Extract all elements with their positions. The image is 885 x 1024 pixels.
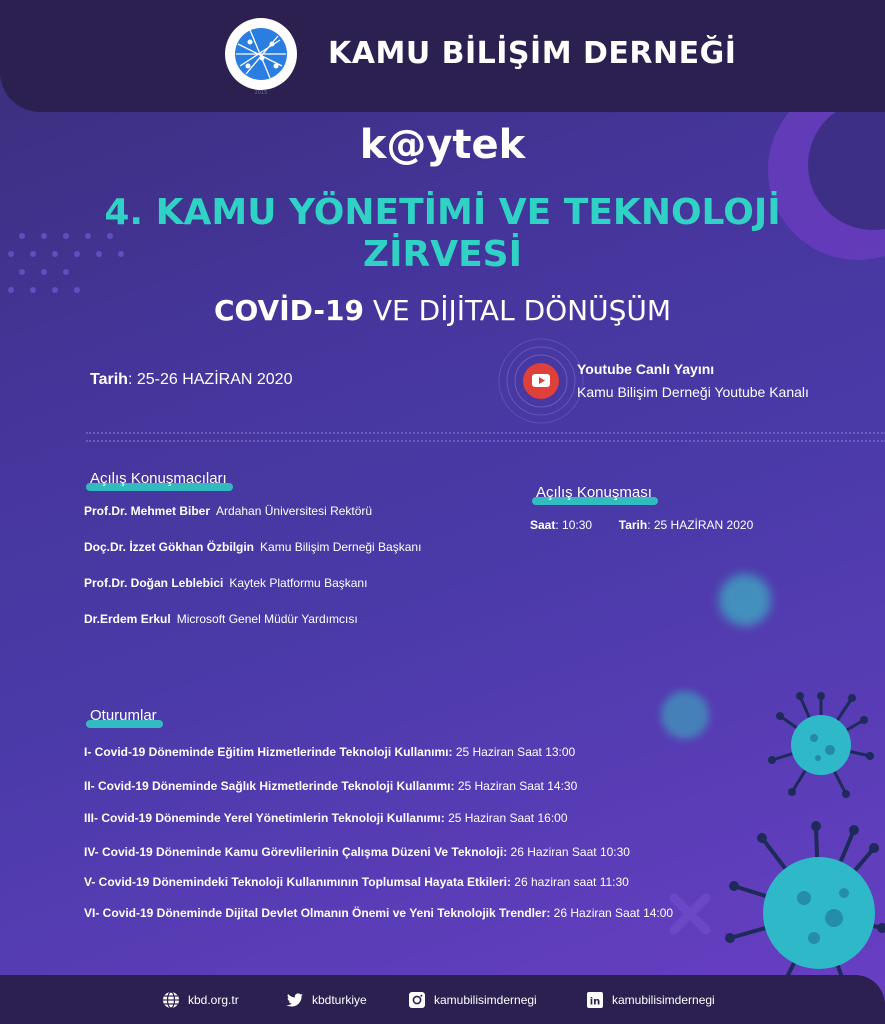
event-title: 4. KAMU YÖNETİMİ VE TEKNOLOJİ ZİRVESİ bbox=[104, 192, 781, 275]
footer-bar bbox=[0, 975, 885, 1024]
session-title: II- Covid-19 Döneminde Sağlık Hizmetlerinde Teknoloji Kullanımı: bbox=[84, 779, 455, 793]
speaker-role: Ardahan Üniversitesi Rektörü bbox=[216, 504, 373, 518]
header-bar bbox=[0, 0, 885, 112]
speaker-row bbox=[84, 504, 372, 518]
speaker-name: Prof.Dr. Mehmet Biber bbox=[84, 504, 211, 518]
youtube-live-title: Youtube Canlı Yayını bbox=[577, 361, 715, 377]
session-row bbox=[84, 811, 568, 825]
session-row bbox=[84, 779, 577, 793]
session-title: IV- Covid-19 Döneminde Kamu Görevlilerinin Çalışma Düzeni Ve Teknoloji: bbox=[84, 845, 508, 859]
youtube-channel[interactable]: Kamu Bilişim Derneği Youtube Kanalı bbox=[577, 384, 809, 400]
twitter-handle: kbdturkiye bbox=[312, 993, 367, 1007]
opening-speech-heading: Açılış Konuşması bbox=[532, 483, 658, 503]
session-title: I- Covid-19 Döneminde Eğitim Hizmetlerinde Teknoloji Kullanımı: bbox=[84, 745, 453, 759]
event-date-label: Tarih bbox=[90, 371, 128, 388]
opening-time-value: : 10:30 bbox=[555, 518, 593, 532]
speaker-name: Dr.Erdem Erkul bbox=[84, 612, 171, 626]
website-text: kbd.org.tr bbox=[188, 993, 239, 1007]
kaytek-brand: k@ytek bbox=[359, 122, 526, 168]
session-title: V- Covid-19 Dönemindeki Teknoloji Kullanımının Toplumsal Hayata Etkileri: bbox=[84, 875, 511, 889]
speaker-role: Kaytek Platformu Başkanı bbox=[229, 576, 368, 590]
sessions-heading: Oturumlar bbox=[86, 706, 163, 726]
virus-illustration bbox=[650, 680, 720, 750]
session-title: III- Covid-19 Döneminde Yerel Yönetimlerin Teknoloji Kullanımı: bbox=[84, 811, 445, 825]
session-row bbox=[84, 906, 673, 920]
twitter-link[interactable] bbox=[286, 991, 367, 1009]
speaker-role: Kamu Bilişim Derneği Başkanı bbox=[260, 540, 422, 554]
subtitle-rest: VE DİJİTAL DÖNÜŞÜM bbox=[364, 294, 672, 327]
event-date-value: : 25-26 HAZİRAN 2020 bbox=[127, 371, 293, 388]
divider bbox=[86, 440, 885, 442]
instagram-link[interactable] bbox=[408, 991, 537, 1009]
session-time: 25 Haziran Saat 14:30 bbox=[454, 779, 578, 793]
linkedin-handle: kamubilisimdernegi bbox=[612, 993, 715, 1007]
session-time: 25 Haziran Saat 16:00 bbox=[444, 811, 568, 825]
instagram-handle: kamubilisimdernegi bbox=[434, 993, 537, 1007]
speaker-role: Microsoft Genel Müdür Yardımcısı bbox=[176, 612, 358, 626]
speaker-row bbox=[84, 540, 421, 554]
twitter-icon bbox=[286, 991, 304, 1009]
session-row bbox=[84, 745, 575, 759]
session-time: 26 haziran saat 11:30 bbox=[510, 875, 629, 889]
subtitle-covid: COVİD-19 bbox=[213, 294, 364, 327]
virus-illustration bbox=[766, 690, 876, 800]
session-time: 26 Haziran Saat 14:00 bbox=[550, 906, 674, 920]
event-subtitle bbox=[0, 294, 885, 327]
linkedin-link[interactable] bbox=[586, 991, 715, 1009]
opening-speakers-heading: Açılış Konuşmacıları bbox=[86, 469, 233, 489]
event-date bbox=[90, 371, 292, 389]
opening-date-label: Tarih bbox=[618, 518, 648, 532]
linkedin-icon bbox=[586, 991, 604, 1009]
opening-time-label: Saat bbox=[530, 518, 556, 532]
association-logo bbox=[222, 14, 300, 96]
virus-illustration bbox=[724, 818, 885, 988]
svg-text:2015: 2015 bbox=[254, 90, 268, 96]
speaker-name: Prof.Dr. Doğan Leblebici bbox=[84, 576, 224, 590]
virus-illustration bbox=[700, 560, 790, 640]
divider bbox=[86, 432, 885, 434]
session-row bbox=[84, 875, 629, 889]
decorative-x bbox=[668, 892, 712, 936]
speaker-row bbox=[84, 612, 358, 626]
organization-name: KAMU BİLİŞİM DERNEĞİ bbox=[328, 36, 737, 71]
website-link[interactable] bbox=[162, 991, 239, 1009]
speaker-name: Doç.Dr. İzzet Gökhan Özbilgin bbox=[84, 540, 255, 554]
youtube-icon[interactable] bbox=[496, 336, 586, 426]
svg-text:in: in bbox=[589, 996, 601, 1008]
opening-date-value: : 25 HAZİRAN 2020 bbox=[647, 518, 754, 532]
globe-icon bbox=[162, 991, 180, 1009]
opening-speech-info bbox=[530, 518, 753, 532]
instagram-icon bbox=[408, 991, 426, 1009]
session-title: VI- Covid-19 Döneminde Dijital Devlet Olmanın Önemi ve Yeni Teknolojik Trendler: bbox=[84, 906, 551, 920]
session-time: 25 Haziran Saat 13:00 bbox=[452, 745, 576, 759]
speaker-row bbox=[84, 576, 367, 590]
session-time: 26 Haziran Saat 10:30 bbox=[507, 845, 630, 859]
session-row bbox=[84, 845, 630, 859]
